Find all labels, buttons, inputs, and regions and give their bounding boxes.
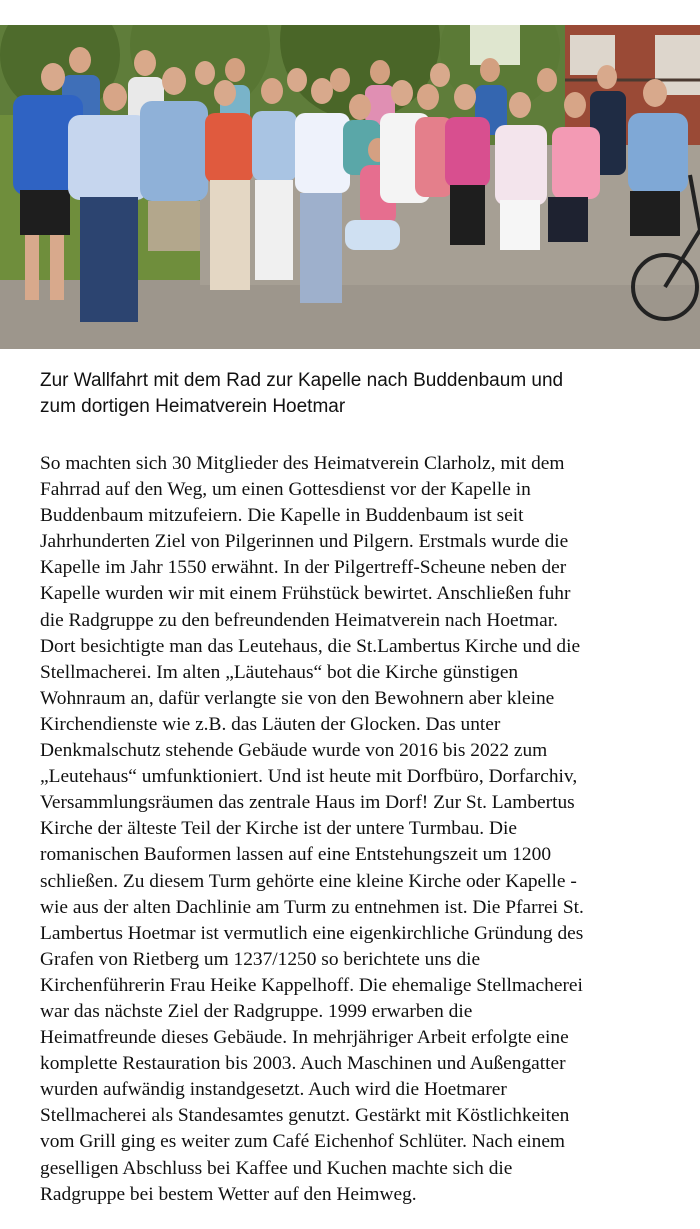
body-line: Dort besichtigte man das Leutehaus, die St.Lambertus Kirche und die [40, 635, 581, 657]
body-line: Wohnraum an, dafür verlangte sie von den Bewohnern aber kleine [40, 687, 555, 709]
body-line: schließen. Zu diesem Turm gehörte eine kleine Kirche oder Kapelle - [40, 870, 577, 892]
body-line: Kapelle wurden wir mit einem Frühstück bewirtet. Anschließen fuhr [40, 583, 571, 605]
body-line: Lambertus Hoetmar ist vermutlich eine eigenkirchliche Gründung des [40, 922, 584, 944]
article-body [40, 451, 680, 1208]
group-photo-illustration [0, 25, 700, 349]
body-line: komplette Restauration bis 2003. Auch Maschinen und Außengatter [40, 1053, 566, 1075]
body-line: Stellmacherei. Im alten „Läutehaus“ bot die Kirche günstigen [40, 661, 519, 683]
article-headline [40, 368, 660, 420]
headline-line: zum dortigen Heimatverein Hoetmar [40, 396, 346, 417]
body-line: So machten sich 30 Mitglieder des Heimatverein Clarholz, mit dem [40, 453, 565, 474]
body-line: „Leutehaus“ umfunktioniert. Und ist heute mit Dorfbüro, Dorfarchiv, [40, 766, 578, 788]
body-line: war das nächste Ziel der Radgruppe. 1999 erwarben die [40, 1000, 473, 1022]
body-line: Versammlungsräumen das zentrale Haus im Dorf! Zur St. Lambertus [40, 792, 575, 814]
body-line: romanischen Bauformen lassen auf eine Entstehungszeit um 1200 [40, 844, 552, 866]
body-line: wurden aufwändig instandgesetzt. Auch wird die Hoetmarer [40, 1079, 507, 1101]
body-line: Kirche der älteste Teil der Kirche ist der untere Turmbau. Die [40, 818, 517, 840]
body-line: Grafen von Rietberg um 1237/1250 so berichtete uns die [40, 948, 481, 970]
body-line: Buddenbaum mitzufeiern. Die Kapelle in Buddenbaum ist seit [40, 505, 524, 527]
body-line: Kapelle im Jahr 1550 erwähnt. In der Pilgertreff-Scheune neben der [40, 557, 567, 579]
group-photo [0, 25, 700, 349]
body-line: Denkmalschutz stehende Gebäude wurde von 2016 bis 2022 zum [40, 740, 548, 762]
headline-line: Zur Wallfahrt mit dem Rad zur Kapelle nach Buddenbaum und [40, 370, 564, 391]
body-line: die Radgruppe zu den befreundenden Heimatverein nach Hoetmar. [40, 609, 558, 631]
body-line: Fahrrad auf den Weg, um einen Gottesdienst vor der Kapelle in [40, 479, 531, 501]
body-line: Stellmacherei als Standesamtes genutzt. Gestärkt mit Köstlichkeiten [40, 1105, 570, 1127]
body-line: Kirchenführerin Frau Heike Kappelhoff. Die ehemalige Stellmacherei [40, 974, 583, 996]
body-line: Heimatfreunde dieses Gebäude. In mehrjähriger Arbeit erfolgte eine [40, 1027, 569, 1049]
body-line: Radgruppe bei bestem Wetter auf den Heimweg. [40, 1183, 417, 1205]
body-line: Jahrhunderten Ziel von Pilgerinnen und Pilgern. Erstmals wurde die [40, 531, 569, 553]
body-line: geselligen Abschluss bei Kaffee und Kuchen machte sich die [40, 1157, 513, 1179]
body-line: vom Grill ging es weiter zum Café Eichenhof Schlüter. Nach einem [40, 1131, 566, 1153]
body-line: Kirchendienste wie z.B. das Läuten der Glocken. Das unter [40, 713, 501, 735]
body-line: wie aus der alten Dachlinie am Turm zu entnehmen ist. Die Pfarrei St. [40, 896, 584, 918]
